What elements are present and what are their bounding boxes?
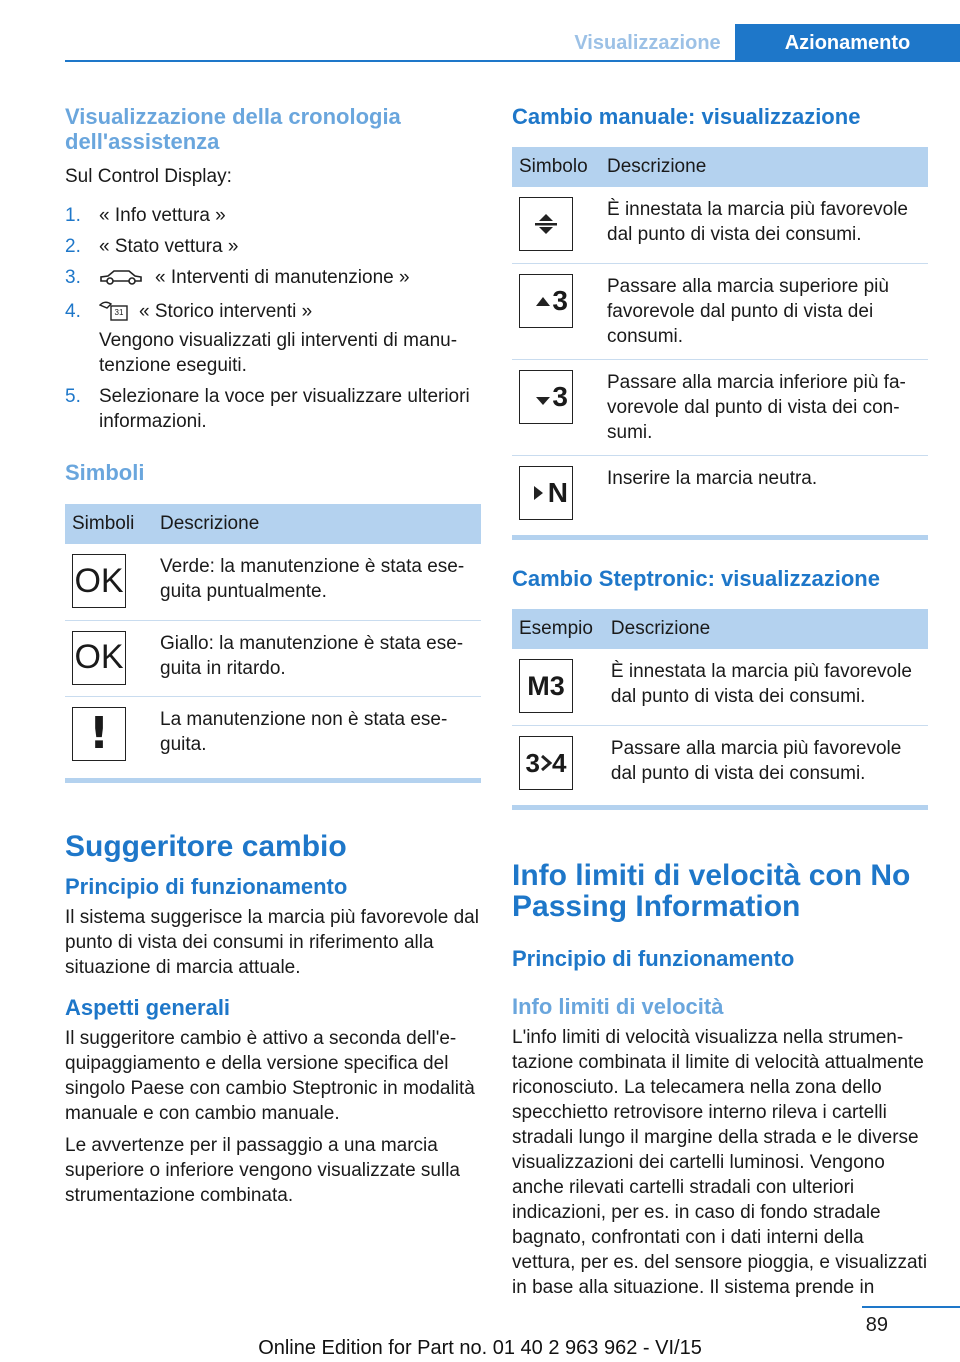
step-number: 2. [65,236,81,257]
principio-text: Il sistema suggerisce la marcia più favorevole dal punto di vista dei consumi in riferimento alla situazione di marcia attuale. [65,907,479,978]
list-item [65,234,481,259]
chevron-right-icon [540,754,552,772]
list-item [65,384,481,434]
table-end-rule [512,805,928,810]
subsection-aspetti: Aspetti generali [65,995,231,1020]
footer-edition: Online Edition for Part no. 01 40 2 963 962 - VI/15 [258,1337,702,1359]
symbol-cell [65,544,149,620]
subsection-info-limiti: Info limiti di velocità [512,994,724,1019]
column-header-esempio: Esempio [512,609,600,649]
upshift-symbol [519,274,573,328]
header-rule [65,60,960,62]
updown-icon [519,197,573,251]
gear-label: 3 [552,380,568,412]
section-title-info-limiti: Info limiti di velocità con No Passing Information [512,859,911,923]
table-row [65,544,481,620]
section-title-steptronic: Cambio Steptronic: visualizzazione [512,566,880,591]
symbol-cell [512,359,596,455]
steptronic-table [512,609,928,801]
table-row [512,725,928,801]
description-cell: Inserire la marcia neutra. [607,467,818,489]
description-cell: È innestata la marcia più favorevole dal punto di vista dei consumi. [596,187,928,263]
step-number: 1. [65,205,81,226]
step-text: « Interventi di manutenzione » [155,267,410,288]
column-header-simboli: Simboli [65,504,149,544]
right-arrow-icon [531,484,545,502]
table-row [65,696,481,772]
table-header-row [512,147,928,187]
description-cell: Verde: la manutenzione è stata eseguita puntualmente. [149,544,481,620]
gear-label-from: 3 [525,747,540,778]
gear-label: N [547,476,568,508]
section-title-suggeritore: Suggeritore cambio [65,830,347,863]
intro-text: Sul Control Display: [65,166,232,187]
ok-green-symbol: OK [72,554,126,608]
table-end-rule [65,778,481,783]
description-cell: È innestata la marcia più favorevole dal punto di vista dei consumi. [600,649,928,725]
symbol-cell [512,725,600,801]
subsection-principio-right: Principio di funzionamento [512,946,795,971]
info-limiti-text: L'info limiti di velocità visualizza nella strumentazione combinata il limite di velocità attualmente riconosciuto. La telecamera nella zona dello specchietto retrovisore interno rileva i cartelli stradali lungo il margine della strada e le diverse visualizzazioni dei cartelli luminosi. Vengono anche rilevati cartelli stradali con ulteriori indicazioni, per es. in caso di fondo stradale bagnato, confrontati con i dati interni della vettura, per es. del sensore pioggia, e visualizzati in base alla situazione. Il sistema prende in [512,1027,928,1298]
symbol-cell [512,263,596,359]
cambio-manuale-table [512,147,928,531]
up-arrow-icon [534,294,552,308]
exclamation-symbol: ! [72,707,126,761]
column-header-simbolo: Simbolo [512,147,596,187]
shift-3-to-4-symbol [519,736,573,790]
description-cell: Passare alla marcia superiore più favorevole dal punto di vista dei consumi. [596,263,928,359]
step-text: « Storico interventi » [139,301,313,322]
aspetti-text-2: Le avvertenze per il passaggio a una marcia superiore o inferiore vengono visualizzate sulla strumentazione combinata. [65,1135,461,1206]
table-header-row [65,504,481,544]
list-item [65,203,481,228]
simboli-table [65,504,481,772]
car-icon [99,268,143,293]
steps-list [65,203,481,434]
symbol-cell [512,455,596,531]
subsection-principio: Principio di funzionamento [65,874,348,899]
column-header-descrizione: Descrizione [596,147,928,187]
m3-symbol: M3 [519,659,573,713]
page-header [0,0,960,62]
gear-label-to: 4 [552,747,567,778]
table-end-rule [512,535,928,540]
list-item [65,299,481,378]
section-title-cambio-manuale: Cambio manuale: visualizzazione [512,104,861,129]
tab-azionamento[interactable]: Azionamento [735,24,960,62]
table-row [512,649,928,725]
description-cell: Giallo: la manutenzione è stata eseguita in ritardo. [149,620,481,696]
step-subtext: Vengono visualizzati gli interventi di manutenzione eseguiti. [99,330,458,376]
list-item [65,265,481,293]
ok-yellow-symbol: OK [72,631,126,685]
table-row [512,359,928,455]
table-row [512,455,928,531]
table-row [512,263,928,359]
footer-rule [862,1306,960,1308]
neutral-symbol [519,466,573,520]
description-cell: La manutenzione non è stata eseguita. [160,708,448,755]
table-row [512,187,928,263]
down-arrow-icon [534,387,552,407]
table-header-row [512,609,928,649]
step-number: 4. [65,301,81,322]
step-text: « Stato vettura » [99,236,239,257]
service-calendar-icon [99,299,129,321]
symbol-cell [65,620,149,696]
calendar-day: 31 [114,308,124,317]
symbol-cell [512,187,596,263]
step-number: 5. [65,386,81,407]
tab-visualizzazione[interactable]: Visualizzazione [574,32,721,54]
symbol-cell [512,649,600,725]
step-text: Selezionare la voce per visualizzare ulteriori informazioni. [99,386,470,432]
step-text: « Info vettura » [99,205,226,226]
table-row [65,620,481,696]
aspetti-text-1: Il suggeritore cambio è attivo a seconda dell'equipaggiamento e della versione specifica del singolo Paese con cambio Steptronic in modalità manuale e con cambio manuale. [65,1028,475,1124]
symbol-cell [65,696,149,772]
description-cell: Passare alla marcia più favorevole dal punto di vista dei consumi. [610,737,902,784]
right-column [512,100,928,1300]
description-cell: Passare alla marcia inferiore più favorevole dal punto di vista dei consumi. [596,359,928,455]
column-header-descrizione: Descrizione [149,504,481,544]
section-title-cronologia: Visualizzazione della cronologia dell'assistenza [65,104,401,154]
column-header-descrizione: Descrizione [600,609,928,649]
step-number: 3. [65,267,81,288]
section-title-simboli: Simboli [65,460,145,485]
downshift-symbol [519,370,573,424]
page-number: 89 [865,1314,888,1336]
gear-label: 3 [552,284,568,316]
left-column [65,100,481,1208]
